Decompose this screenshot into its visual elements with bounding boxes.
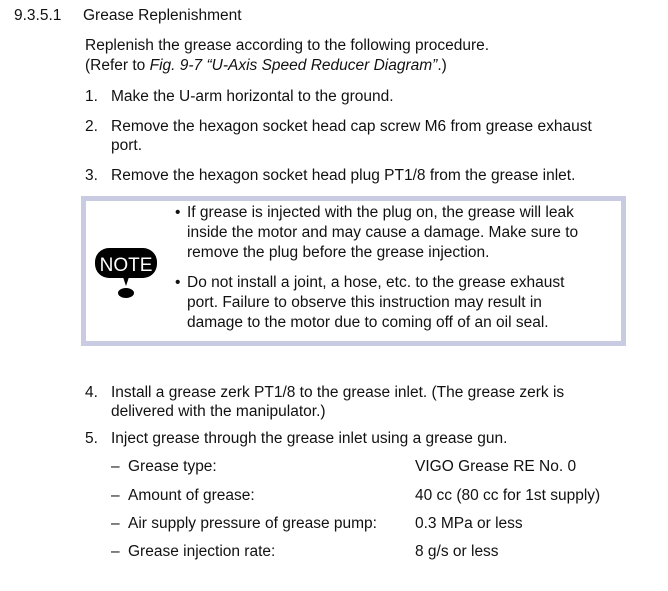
step-text: Install a grease zerk PT1/8 to the grease inlet. (The grease zerk is [111,384,565,401]
spec-dash: – [111,458,120,475]
step-text: Remove the hexagon socket head cap screw M6 from grease exhaust [111,118,592,135]
note-icon-label: NOTE [99,255,153,276]
step-number: 2. [85,118,98,135]
figure-reference-link[interactable]: Fig. 9-7 “U-Axis Speed Reducer Diagram” [149,57,438,74]
note-bullet-text: If grease is injected with the plug on, the grease will leak [187,204,574,221]
step-text: delivered with the manipulator.) [111,403,326,420]
spec-dash: – [111,543,120,560]
step-number: 3. [85,167,98,184]
section-number: 9.3.5.1 [14,7,62,24]
step-text: Inject grease through the grease inlet using a grease gun. [111,430,508,447]
note-bullet-text: inside the motor and may cause a damage. Make sure to [187,224,579,241]
intro-ref-prefix: (Refer to [85,57,150,74]
intro-line-2 [85,56,447,76]
step-number: 1. [85,88,98,105]
spec-label: Grease type: [128,458,217,475]
note-bullet-text: remove the plug before the grease injection. [187,244,490,261]
spec-dash: – [111,487,120,504]
spec-value: 8 g/s or less [415,543,499,560]
intro-line-1: Replenish the grease according to the following procedure. [85,37,490,54]
spec-value: 40 cc (80 cc for 1st supply) [415,487,601,504]
intro-ref-suffix: .) [437,57,447,74]
step-text: port. [111,137,143,154]
step-text: Make the U-arm horizontal to the ground. [111,88,394,105]
spec-label: Air supply pressure of grease pump: [128,515,377,532]
spec-label: Amount of grease: [128,487,255,504]
spec-dash: – [111,515,120,532]
step-number: 4. [85,384,98,401]
note-icon [93,244,161,304]
spec-value: VIGO Grease RE No. 0 [415,458,577,475]
spec-value: 0.3 MPa or less [415,515,523,532]
section-title: Grease Replenishment [83,7,242,24]
step-text: Remove the hexagon socket head plug PT1/8 from the grease inlet. [111,167,576,184]
step-number: 5. [85,430,98,447]
note-bullet-text: port. Failure to observe this instruction may result in [187,294,542,311]
note-bullet: • [175,274,181,291]
note-bullet: • [175,204,181,221]
note-bullet-text: Do not install a joint, a hose, etc. to the grease exhaust [187,274,565,291]
note-bullet-text: damage to the motor due to coming off of an oil seal. [187,314,549,331]
spec-label: Grease injection rate: [128,543,276,560]
